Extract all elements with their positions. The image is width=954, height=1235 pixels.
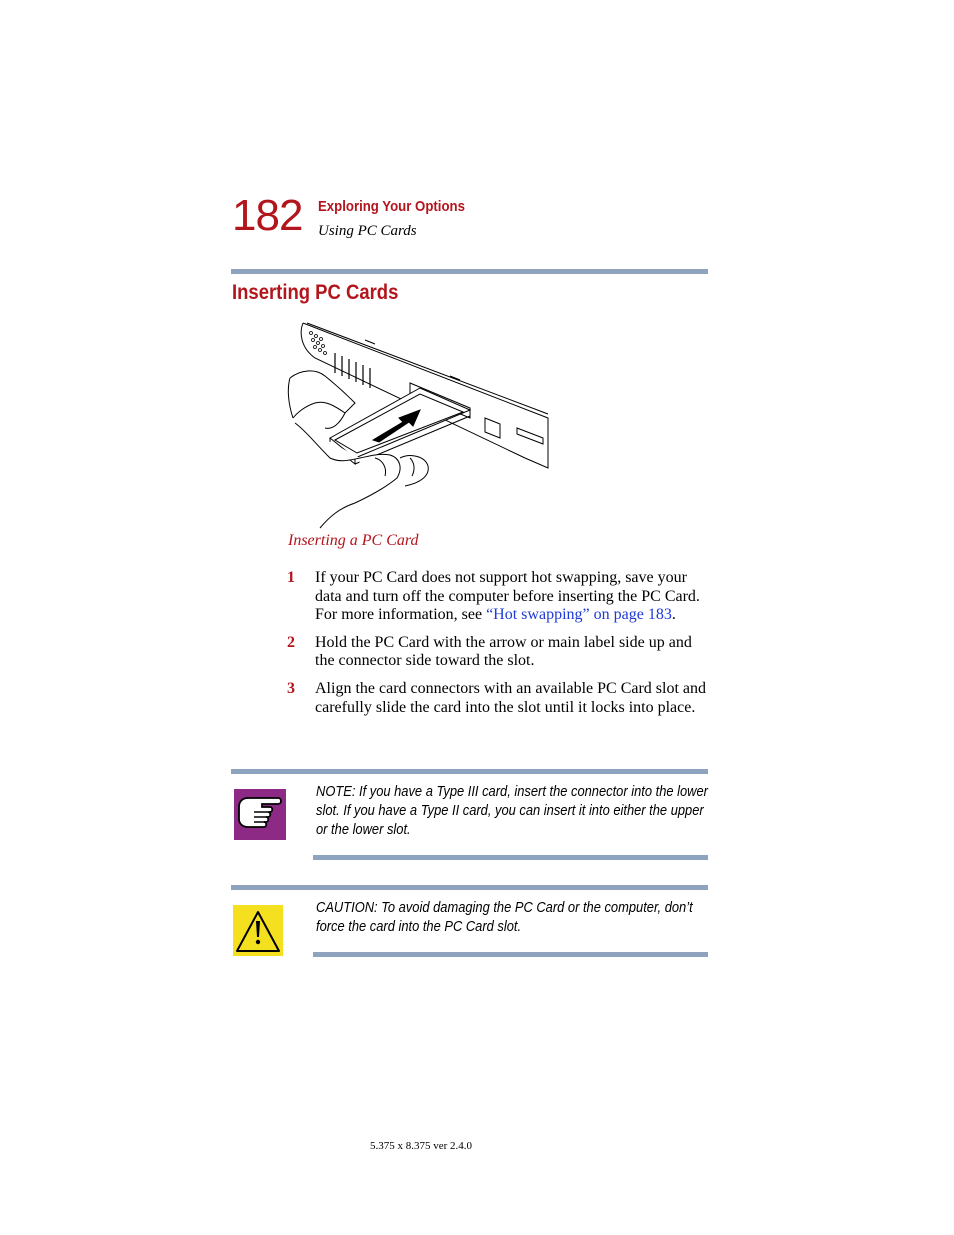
- section-subtitle: Using PC Cards: [318, 223, 417, 239]
- note-text: NOTE: If you have a Type III card, insert the connector into the lower slot. If you have a Type II card, you can insert it into either the upper or the lower slot.: [316, 783, 708, 838]
- step-number: 1: [287, 569, 295, 586]
- step-list: [287, 569, 712, 726]
- step-number: 3: [287, 679, 295, 697]
- pointing-hand-icon: [234, 789, 286, 840]
- hot-swapping-link[interactable]: “Hot swapping” on page 183: [486, 606, 672, 624]
- figure-caption: Inserting a PC Card: [288, 532, 419, 549]
- note-bottom-rule: [313, 855, 708, 860]
- step-text-end: .: [671, 606, 676, 624]
- footer-version: 5.375 x 8.375 ver 2.4.0: [370, 1140, 473, 1152]
- step-text: Align the card connectors with an available PC Card slot and carefully slide the card into the slot until it locks into place.: [315, 679, 707, 716]
- caution-top-rule: [231, 885, 708, 890]
- caution-bottom-rule: [313, 952, 708, 957]
- step-text: Hold the PC Card with the arrow or main label side up and the connector side toward the slot.: [315, 633, 692, 670]
- pc-card-illustration: [285, 318, 553, 533]
- section-rule: [231, 269, 708, 274]
- step-text: If your PC Card does not support hot swapping, save your data and turn off the computer before inserting the PC Card. For more information, see: [315, 569, 700, 624]
- step-item: [287, 569, 712, 625]
- section-heading: Inserting PC Cards: [232, 281, 399, 304]
- note-top-rule: [231, 769, 708, 774]
- step-item: [287, 634, 712, 671]
- chapter-title: Exploring Your Options: [318, 198, 465, 215]
- step-item: [287, 680, 712, 717]
- caution-text: CAUTION: To avoid damaging the PC Card or the computer, don’t force the card into the PC Card slot.: [316, 899, 693, 935]
- step-number: 2: [287, 633, 295, 651]
- warning-triangle-icon: [233, 905, 283, 956]
- page-number: 182: [232, 191, 303, 240]
